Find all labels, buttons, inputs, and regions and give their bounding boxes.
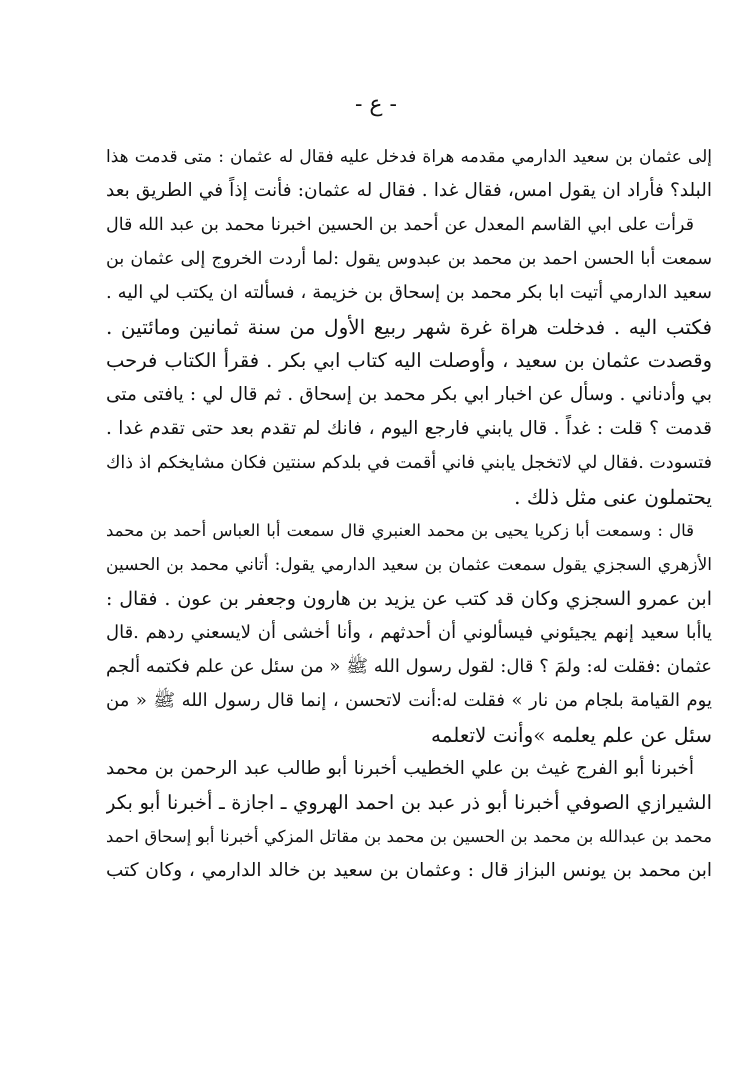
text-line: سعيد الدارمي أتيت ابا بكر محمد بن إسحاق بن خزيمة ، فسألته ان يكتب لي اليه . xyxy=(106,282,712,303)
text-line: يوم القيامة بلجام من نار » فقلت له:أنت لاتحسن ، إنما قال رسول الله ﷺ « من xyxy=(106,690,712,711)
text-line: سمعت أبا الحسن احمد بن محمد بن عبدوس يقول :لما أردت الخروج إلى عثمان بن xyxy=(106,249,712,269)
text-line: أخبرنا أبو الفرج غيث بن علي الخطيب أخبرنا أبو طالب عبد الرحمن بن محمد xyxy=(106,758,694,779)
text-line: سئل عن علم يعلمه »وأنت لاتعلمه xyxy=(430,723,712,747)
page-number: - ع - xyxy=(355,92,397,117)
text-line: فتسودت .فقال لي لاتخجل يابني فاني أقمت في بلدكم سنتين فكان مشايخكم اذ ذاك xyxy=(106,453,712,473)
text-line: الشيرازي الصوفي أخبرنا أبو ذر عبد بن احمد الهروي ـ اجازة ـ أخبرنا أبو بكر xyxy=(106,791,712,814)
text-line: البلد؟ فأراد ان يقول امس، فقال غدا . فقال له عثمان: فأنت إذاً في الطريق بعد xyxy=(106,180,712,201)
text-line: فكتب اليه . فدخلت هراة غرة شهر ربيع الأول من سنة ثمانين ومائتين . xyxy=(106,315,712,339)
text-line: إلى عثمان بن سعيد الدارمي مقدمه هراة فدخل عليه فقال له عثمان : متى قدمت هذا xyxy=(106,147,712,167)
text-line: قدمت ؟ قلت : غداً . قال يابني فارجع اليوم ، فانك لم تقدم بعد حتى تقدم غدا . xyxy=(106,418,712,439)
text-line: ابن محمد بن يونس البزاز قال : وعثمان بن سعيد بن خالد الدارمي ، وكان كتب xyxy=(106,860,712,881)
text-line: محمد بن عبدالله بن محمد بن الحسين بن محمد بن مقاتل المزكي أخبرنا أبو إسحاق احمد xyxy=(106,827,712,846)
text-line: بي وأدناني . وسأل عن اخبار ابي بكر محمد بن إسحاق . ثم قال لي : يافتى متى xyxy=(106,384,712,405)
text-line: قال : وسمعت أبا زكريا يحيى بن محمد العنبري قال سمعت أبا العباس أحمد بن محمد xyxy=(106,521,694,540)
text-line: يحتملون عنى مثل ذلك . xyxy=(514,485,712,509)
text-line: ياأبا سعيد إنهم يجيئوني فيسألوني أن أحدثهم ، وأنا أخشى أن لايسعني ردهم .قال xyxy=(106,622,712,643)
text-line: ابن عمرو السجزي وكان قد كتب عن يزيد بن هارون وجعفر بن عون . فقال : xyxy=(106,588,712,610)
text-line: الأزهري السجزي يقول سمعت عثمان بن سعيد الدارمي يقول: أتاني محمد بن الحسين xyxy=(106,555,712,575)
text-line: قرأت على ابي القاسم المعدل عن أحمد بن الحسين اخبرنا محمد بن عبد الله قال xyxy=(106,215,694,235)
text-line: وقصدت عثمان بن سعيد ، وأوصلت اليه كتاب ابي بكر . فقرأ الكتاب فرحب xyxy=(106,349,712,372)
text-line: عثمان :فقلت له: ولمَ ؟ قال: لقول رسول الله ﷺ « من سئل عن علم فكتمه ألجم xyxy=(106,656,712,677)
body-text xyxy=(106,140,712,888)
